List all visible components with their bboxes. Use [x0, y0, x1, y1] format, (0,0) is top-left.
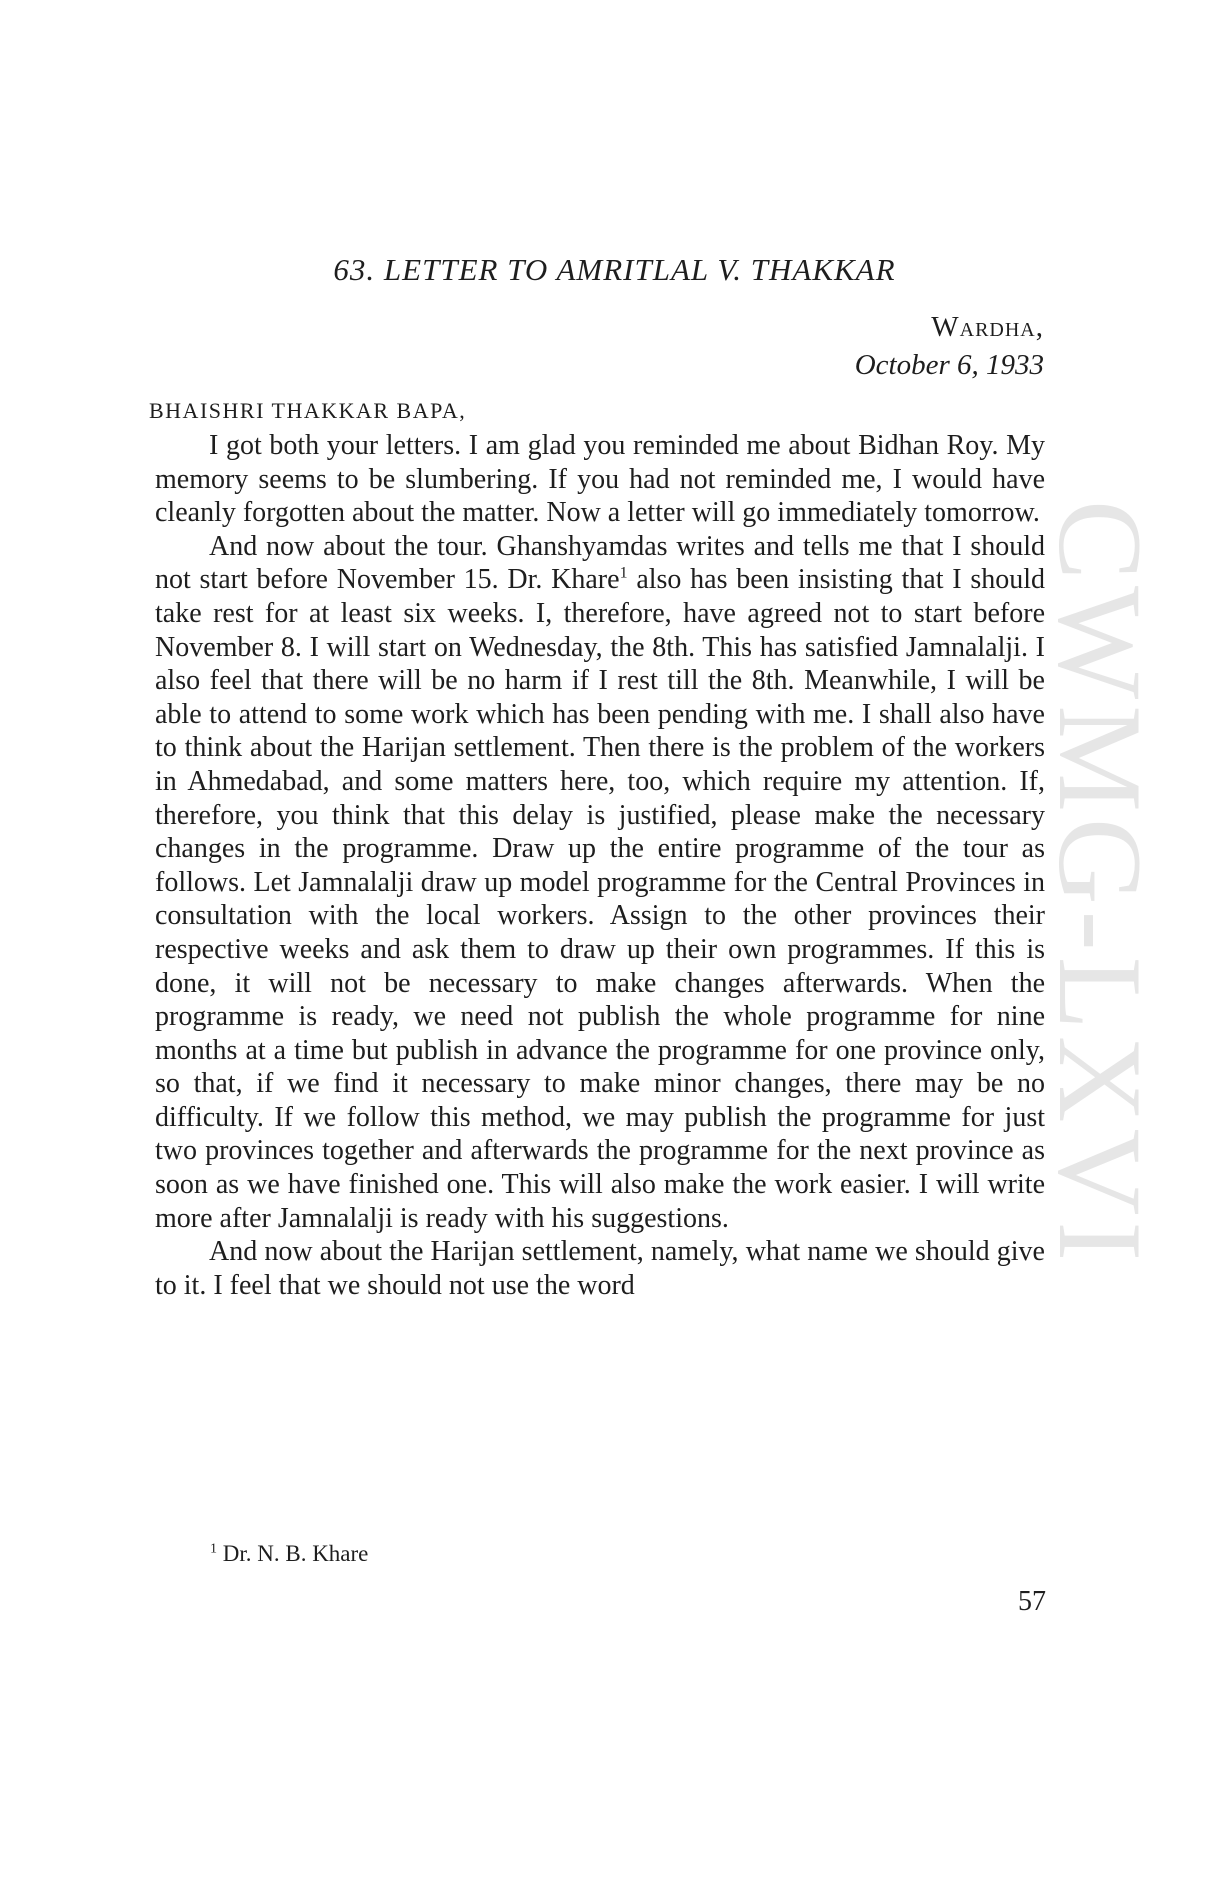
watermark: CWMG-LXVI [1034, 500, 1167, 1268]
salutation: BHAISHRI THAKKAR BAPA, [149, 398, 467, 423]
paragraph: I got both your letters. I am glad you reminded me about Bidhan Roy. My memory seems to be slumbering. If you had not reminded me, I would have cleanly forgotten about the matter. Now a letter will go immediately tomorrow. [155, 430, 1045, 529]
page-number: 57 [1018, 1586, 1046, 1617]
letter-body [155, 429, 1045, 1302]
footnote-marker: 1 [210, 1541, 217, 1557]
date: October 6, 1933 [854, 349, 1044, 381]
paragraph [155, 530, 1045, 1235]
paragraph: And now about the Harijan settlement, namely, what name we should give to it. I feel that we should not use the word [155, 1236, 1045, 1301]
footnote-reference: 1 [619, 565, 628, 583]
footnote-text: Dr. N. B. Khare [222, 1541, 369, 1566]
place: Wardha, [931, 311, 1044, 343]
paragraph-text: And now about the tour. Ghanshyamdas writes and tells me that I should not start before November 15. Dr. Khare [155, 530, 1045, 596]
letter-title: 63. LETTER TO AMRITLAL V. THAKKAR [333, 252, 896, 287]
footnote [210, 1541, 368, 1567]
place-date [855, 308, 1044, 384]
paragraph-text: also has been insisting that I should take rest for at least six weeks. I, therefore, have agreed not to start before November 8. I will start on Wednesday, the 8th. This has satisfied Jamnalalji. I also feel that there will be no harm if I rest till the 8th. Meanwhile, I will be able to attend to some work which has been pending with me. I shall also have to think about the Harijan settlement. Then there is the problem of the workers in Ahmedabad, and some matters here, too, which require my attention. If, therefore, you think that this delay is justified, please make the necessary changes in the programme. Draw up the entire programme of the tour as follows. Let Jamnalalji draw up model programme for the Central Provinces in consultation with the local workers. Assign to the other provinces their respective weeks and ask them to draw up their own programmes. If this is done, it will not be necessary to make changes afterwards. When the programme is ready, we need not publish the whole programme for nine months at a time but publish in advance the programme for one province only, so that, if we find it necessary to make minor changes, there may be no difficulty. If we follow this method, we may publish the programme for just two provinces together and afterwards the programme for the next province as soon as we have finished one. This will also make the work easier. I will write more after Jamnalalji is ready with his suggestions. [155, 564, 1045, 1234]
